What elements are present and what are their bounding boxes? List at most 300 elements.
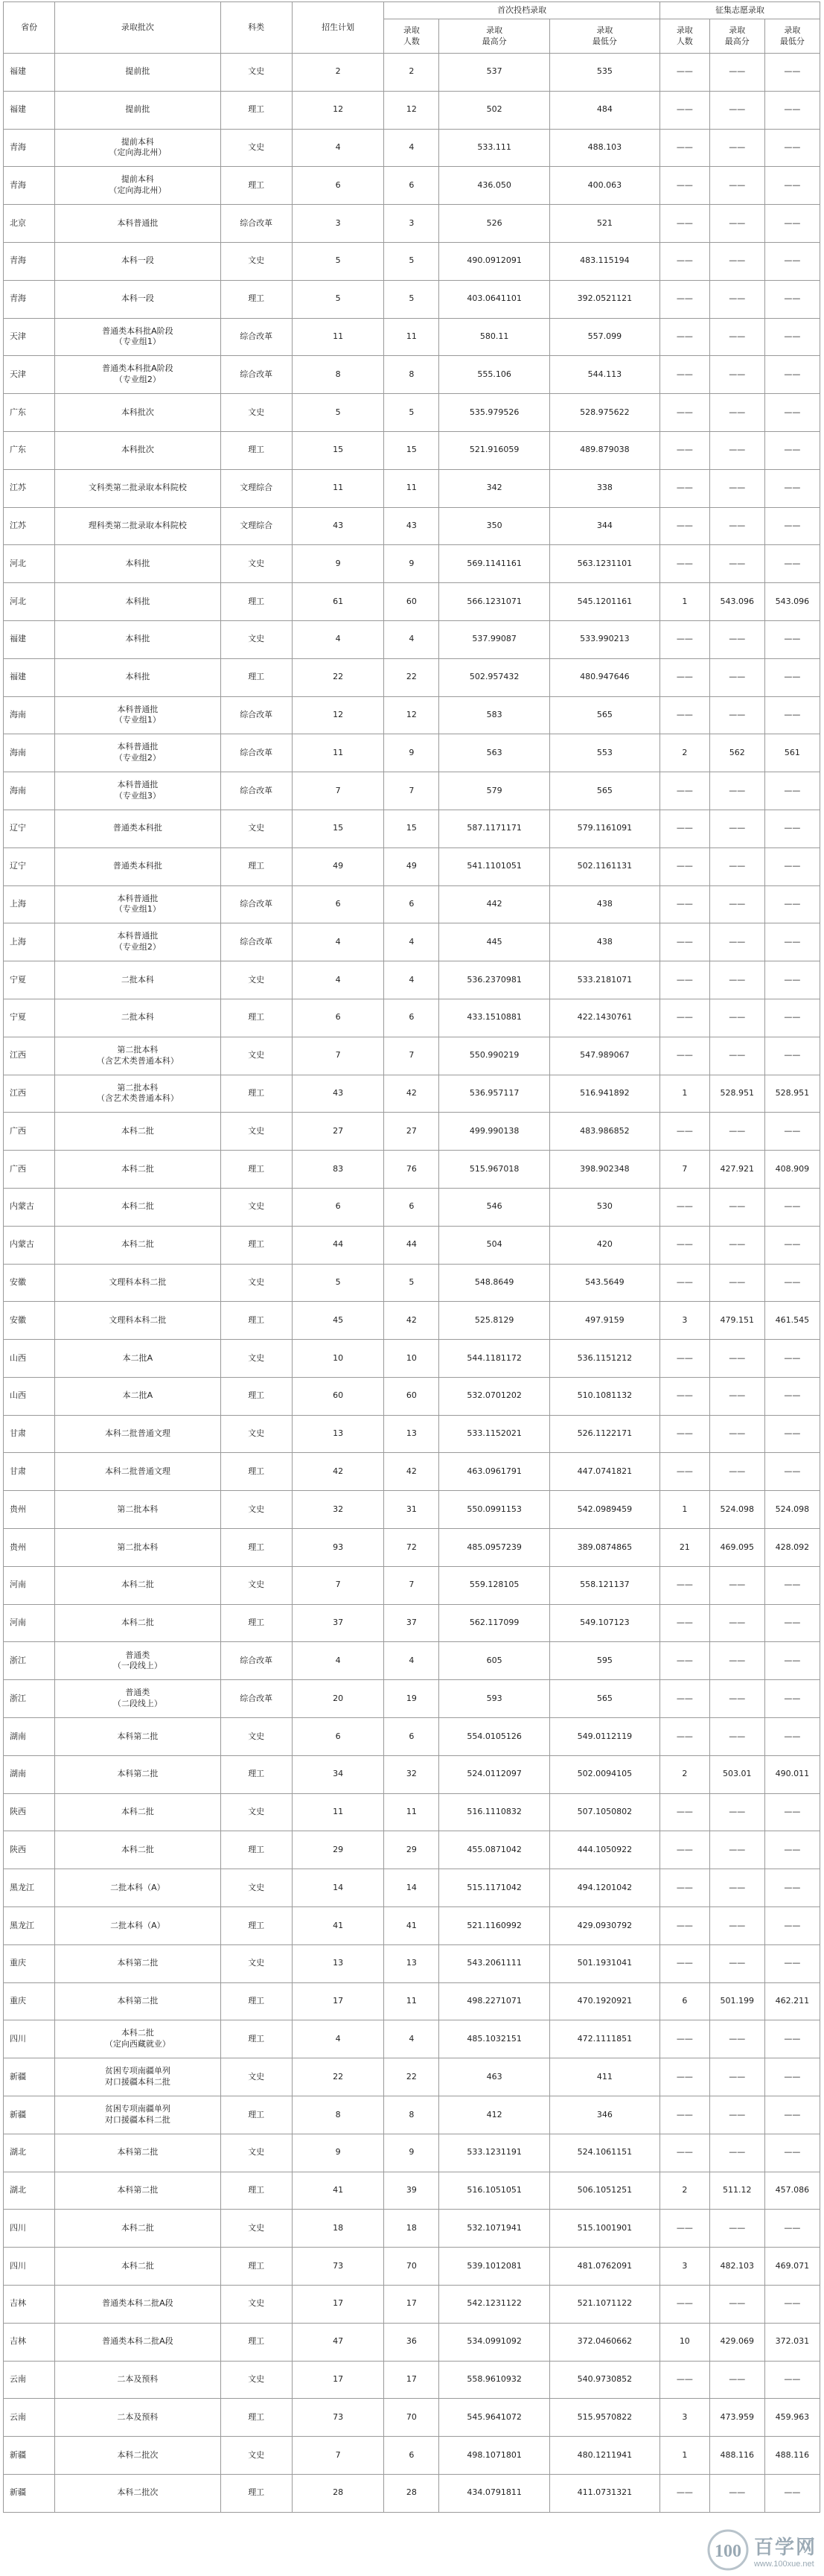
batch-cell xyxy=(55,1453,220,1491)
batch-line: 本科一段 xyxy=(121,293,154,304)
batch-line: 本科普通批 xyxy=(117,217,159,228)
max-score-cell: 539.1012081 xyxy=(439,2248,549,2286)
province-cell: 福建 xyxy=(4,620,55,658)
batch-cell xyxy=(55,205,220,243)
admit-count-cell: 29 xyxy=(384,1831,439,1869)
category-cell: 综合改革 xyxy=(220,1642,292,1680)
plan-cell: 5 xyxy=(292,394,384,432)
province-cell: 宁夏 xyxy=(4,961,55,999)
watermark xyxy=(706,2528,817,2572)
admit-count-cell: 4 xyxy=(384,620,439,658)
min-score-cell: 488.103 xyxy=(549,129,659,167)
supp-max-cell: 501.199 xyxy=(709,1982,764,2020)
min-score-cell: 547.989067 xyxy=(549,1037,659,1075)
admit-count-cell: 6 xyxy=(384,1188,439,1226)
province-cell: 福建 xyxy=(4,54,55,92)
min-score-cell: 400.063 xyxy=(549,167,659,205)
plan-cell: 8 xyxy=(292,356,384,394)
province-cell: 青海 xyxy=(4,129,55,167)
province-cell: 广东 xyxy=(4,394,55,432)
max-score-cell: 542.1231122 xyxy=(439,2286,549,2324)
category-cell: 文史 xyxy=(220,1188,292,1226)
category-cell: 文史 xyxy=(220,1566,292,1604)
batch-cell xyxy=(55,1113,220,1151)
batch-cell xyxy=(55,2096,220,2134)
table-row xyxy=(4,923,820,961)
batch-cell xyxy=(55,2134,220,2172)
batch-cell xyxy=(55,1415,220,1453)
table-row xyxy=(4,2437,820,2475)
supp-min-cell: 469.071 xyxy=(764,2248,820,2286)
supp-max-cell: —— xyxy=(709,2210,764,2248)
supp-min-cell: —— xyxy=(764,2475,820,2513)
supp-max-cell: 488.116 xyxy=(709,2437,764,2475)
batch-cell xyxy=(55,583,220,621)
table-row xyxy=(4,2475,820,2513)
min-score-cell: 470.1920921 xyxy=(549,1982,659,2020)
admit-count-cell: 70 xyxy=(384,2399,439,2437)
province-cell: 吉林 xyxy=(4,2286,55,2324)
min-score-cell: 545.1201161 xyxy=(549,583,659,621)
plan-cell: 7 xyxy=(292,772,384,810)
province-cell: 广西 xyxy=(4,1151,55,1189)
batch-line: 普通类本科批A阶段 xyxy=(102,325,173,336)
plan-cell: 27 xyxy=(292,1113,384,1151)
min-score-cell: 515.1001901 xyxy=(549,2210,659,2248)
admit-count-cell: 13 xyxy=(384,1415,439,1453)
supp-count-cell: —— xyxy=(659,2286,709,2324)
province-cell: 陕西 xyxy=(4,1793,55,1831)
batch-cell xyxy=(55,1529,220,1567)
plan-cell: 4 xyxy=(292,2020,384,2058)
province-cell: 河南 xyxy=(4,1604,55,1642)
supp-count-cell: —— xyxy=(659,2210,709,2248)
batch-cell xyxy=(55,318,220,356)
batch-line: （专业组2） xyxy=(114,942,161,953)
supp-min-cell: —— xyxy=(764,54,820,92)
table-row xyxy=(4,1680,820,1718)
batch-cell xyxy=(55,167,220,205)
table-row xyxy=(4,1377,820,1415)
plan-cell: 7 xyxy=(292,1566,384,1604)
batch-line: 普通类 xyxy=(125,1650,150,1660)
supp-max-cell: —— xyxy=(709,1869,764,1907)
admit-count-cell: 42 xyxy=(384,1453,439,1491)
table-row xyxy=(4,280,820,318)
plan-cell: 60 xyxy=(292,1377,384,1415)
plan-cell: 43 xyxy=(292,507,384,545)
supp-min-cell: —— xyxy=(764,394,820,432)
plan-cell: 4 xyxy=(292,1642,384,1680)
header-first-round: 首次投档录取 xyxy=(384,2,660,19)
table-row xyxy=(4,2058,820,2096)
max-score-cell: 485.1032151 xyxy=(439,2020,549,2058)
province-cell: 北京 xyxy=(4,205,55,243)
province-cell: 上海 xyxy=(4,885,55,923)
max-score-cell: 534.0991092 xyxy=(439,2323,549,2361)
max-score-cell: 525.8129 xyxy=(439,1302,549,1340)
plan-cell: 73 xyxy=(292,2248,384,2286)
supp-max-cell: —— xyxy=(709,2286,764,2324)
supp-min-cell: —— xyxy=(764,469,820,507)
batch-line: 二批本科（A） xyxy=(110,1882,165,1892)
batch-line: 二本及预科 xyxy=(117,2374,159,2385)
supp-min-cell: —— xyxy=(764,1453,820,1491)
supp-max-cell: —— xyxy=(709,54,764,92)
batch-line: 本科批次 xyxy=(121,407,154,417)
supp-min-cell: —— xyxy=(764,999,820,1037)
supp-count-cell: —— xyxy=(659,1793,709,1831)
header-supp-min: 录取 最低分 xyxy=(764,19,820,54)
max-score-cell: 550.0991153 xyxy=(439,1491,549,1529)
table-row xyxy=(4,1264,820,1302)
supp-max-cell: —— xyxy=(709,1831,764,1869)
province-cell: 海南 xyxy=(4,734,55,772)
batch-cell xyxy=(55,431,220,469)
plan-cell: 15 xyxy=(292,431,384,469)
table-row xyxy=(4,658,820,696)
batch-cell xyxy=(55,1755,220,1793)
province-cell: 浙江 xyxy=(4,1642,55,1680)
min-score-cell: 595 xyxy=(549,1642,659,1680)
admit-count-cell: 17 xyxy=(384,2361,439,2399)
province-cell: 甘肃 xyxy=(4,1415,55,1453)
min-score-cell: 346 xyxy=(549,2096,659,2134)
table-row xyxy=(4,318,820,356)
category-cell: 文史 xyxy=(220,2286,292,2324)
min-score-cell: 516.941892 xyxy=(549,1075,659,1113)
min-score-cell: 480.947646 xyxy=(549,658,659,696)
supp-count-cell: —— xyxy=(659,394,709,432)
supp-count-cell: —— xyxy=(659,1415,709,1453)
batch-line: 本科二批 xyxy=(121,1163,154,1174)
min-score-cell: 565 xyxy=(549,696,659,734)
supp-count-cell: —— xyxy=(659,923,709,961)
admit-count-cell: 15 xyxy=(384,810,439,847)
admit-count-cell: 13 xyxy=(384,1944,439,1982)
category-cell: 理工 xyxy=(220,1982,292,2020)
supp-max-cell: —— xyxy=(709,167,764,205)
batch-line: 普通类本科批 xyxy=(112,823,162,833)
supp-max-cell: 528.951 xyxy=(709,1075,764,1113)
batch-line: （含艺术类普通本科） xyxy=(96,1055,179,1066)
supp-count-cell: —— xyxy=(659,356,709,394)
batch-cell xyxy=(55,734,220,772)
table-row xyxy=(4,1755,820,1793)
batch-cell xyxy=(55,2210,220,2248)
admit-count-cell: 11 xyxy=(384,469,439,507)
supp-max-cell: —— xyxy=(709,1453,764,1491)
supp-count-cell: —— xyxy=(659,1226,709,1264)
supp-min-cell: —— xyxy=(764,431,820,469)
category-cell: 文史 xyxy=(220,394,292,432)
supp-count-cell: 2 xyxy=(659,734,709,772)
table-row xyxy=(4,1037,820,1075)
supp-count-cell: 3 xyxy=(659,1302,709,1340)
category-cell: 理工 xyxy=(220,658,292,696)
supp-count-cell: —— xyxy=(659,1831,709,1869)
supp-max-cell: 511.12 xyxy=(709,2172,764,2210)
admit-count-cell: 22 xyxy=(384,658,439,696)
supp-count-cell: —— xyxy=(659,242,709,280)
supp-count-cell: —— xyxy=(659,2058,709,2096)
supp-count-cell: —— xyxy=(659,658,709,696)
watermark-logo-text: 100 xyxy=(714,2542,741,2561)
max-score-cell: 537 xyxy=(439,54,549,92)
admit-count-cell: 5 xyxy=(384,394,439,432)
min-score-cell: 481.0762091 xyxy=(549,2248,659,2286)
plan-cell: 13 xyxy=(292,1944,384,1982)
max-score-cell: 593 xyxy=(439,1680,549,1718)
max-score-cell: 412 xyxy=(439,2096,549,2134)
batch-cell xyxy=(55,1869,220,1907)
category-cell: 综合改革 xyxy=(220,696,292,734)
batch-line: （含艺术类普通本科） xyxy=(96,1093,179,1104)
admit-count-cell: 42 xyxy=(384,1075,439,1113)
supp-min-cell: —— xyxy=(764,810,820,847)
supp-count-cell: —— xyxy=(659,1869,709,1907)
supp-count-cell: —— xyxy=(659,696,709,734)
table-row xyxy=(4,961,820,999)
province-cell: 山西 xyxy=(4,1340,55,1378)
supp-max-cell: —— xyxy=(709,620,764,658)
batch-line: 二批本科 xyxy=(121,974,154,985)
plan-cell: 11 xyxy=(292,469,384,507)
plan-cell: 41 xyxy=(292,1907,384,1945)
table-row xyxy=(4,129,820,167)
min-score-cell: 526.1122171 xyxy=(549,1415,659,1453)
province-cell: 黑龙江 xyxy=(4,1869,55,1907)
batch-cell xyxy=(55,885,220,923)
supp-count-cell: —— xyxy=(659,620,709,658)
max-score-cell: 533.111 xyxy=(439,129,549,167)
supp-count-cell: —— xyxy=(659,167,709,205)
batch-cell xyxy=(55,1680,220,1718)
supp-count-cell: 7 xyxy=(659,1151,709,1189)
supp-max-cell: —— xyxy=(709,1907,764,1945)
batch-line: 贫困专项南疆单列 xyxy=(104,2066,170,2076)
plan-cell: 6 xyxy=(292,167,384,205)
batch-cell xyxy=(55,2399,220,2437)
supp-min-cell: —— xyxy=(764,1907,820,1945)
plan-cell: 43 xyxy=(292,1075,384,1113)
batch-line: 本科二批 xyxy=(121,2260,154,2271)
province-cell: 内蒙古 xyxy=(4,1188,55,1226)
batch-cell xyxy=(55,772,220,810)
category-cell: 理工 xyxy=(220,847,292,885)
category-cell: 理工 xyxy=(220,1831,292,1869)
category-cell: 理工 xyxy=(220,280,292,318)
batch-cell xyxy=(55,1188,220,1226)
max-score-cell: 533.1152021 xyxy=(439,1415,549,1453)
province-cell: 河北 xyxy=(4,583,55,621)
min-score-cell: 557.099 xyxy=(549,318,659,356)
max-score-cell: 545.9641072 xyxy=(439,2399,549,2437)
batch-cell xyxy=(55,847,220,885)
supp-max-cell: —— xyxy=(709,394,764,432)
batch-cell xyxy=(55,1226,220,1264)
supp-max-cell: —— xyxy=(709,280,764,318)
admit-count-cell: 4 xyxy=(384,1642,439,1680)
supp-min-cell: —— xyxy=(764,2361,820,2399)
table-row xyxy=(4,810,820,847)
min-score-cell: 565 xyxy=(549,1680,659,1718)
plan-cell: 17 xyxy=(292,2361,384,2399)
table-row xyxy=(4,1302,820,1340)
province-cell: 天津 xyxy=(4,318,55,356)
max-score-cell: 543.2061111 xyxy=(439,1944,549,1982)
plan-cell: 28 xyxy=(292,2475,384,2513)
header-min: 录取 最低分 xyxy=(549,19,659,54)
supp-min-cell: 528.951 xyxy=(764,1075,820,1113)
batch-line: （二段线上） xyxy=(112,1699,162,1709)
admit-count-cell: 4 xyxy=(384,2020,439,2058)
admit-count-cell: 6 xyxy=(384,999,439,1037)
admit-count-cell: 17 xyxy=(384,2286,439,2324)
batch-cell xyxy=(55,54,220,92)
table-row xyxy=(4,734,820,772)
supp-count-cell: —— xyxy=(659,54,709,92)
supp-max-cell: —— xyxy=(709,961,764,999)
min-score-cell: 507.1050802 xyxy=(549,1793,659,1831)
admit-count-cell: 9 xyxy=(384,545,439,583)
supp-count-cell: —— xyxy=(659,847,709,885)
supp-min-cell: —— xyxy=(764,1415,820,1453)
max-score-cell: 498.2271071 xyxy=(439,1982,549,2020)
batch-line: 本科二批 xyxy=(121,1239,154,1250)
admit-count-cell: 7 xyxy=(384,1566,439,1604)
supp-min-cell: —— xyxy=(764,2020,820,2058)
max-score-cell: 463 xyxy=(439,2058,549,2096)
batch-cell xyxy=(55,2323,220,2361)
table-row xyxy=(4,205,820,243)
min-score-cell: 515.9570822 xyxy=(549,2399,659,2437)
supp-max-cell: —— xyxy=(709,1340,764,1378)
table-row xyxy=(4,772,820,810)
category-cell: 理工 xyxy=(220,1377,292,1415)
admit-count-cell: 18 xyxy=(384,2210,439,2248)
batch-line: 本科批次 xyxy=(121,445,154,455)
batch-line: （定向西藏就业） xyxy=(104,2039,170,2049)
supp-min-cell: —— xyxy=(764,356,820,394)
table-row xyxy=(4,1982,820,2020)
province-cell: 江西 xyxy=(4,1037,55,1075)
batch-cell xyxy=(55,2020,220,2058)
supp-count-cell: 2 xyxy=(659,1755,709,1793)
table-row xyxy=(4,1529,820,1567)
max-score-cell: 526 xyxy=(439,205,549,243)
max-score-cell: 580.11 xyxy=(439,318,549,356)
batch-line: 本科二批 xyxy=(121,1844,154,1854)
supp-count-cell: —— xyxy=(659,772,709,810)
supp-count-cell: 6 xyxy=(659,1982,709,2020)
batch-line: 本科二批次 xyxy=(117,2449,159,2460)
supp-count-cell: —— xyxy=(659,1680,709,1718)
batch-line: 本科二批 xyxy=(121,1580,154,1590)
supp-min-cell: 457.086 xyxy=(764,2172,820,2210)
category-cell: 理工 xyxy=(220,2248,292,2286)
min-score-cell: 389.0874865 xyxy=(549,1529,659,1567)
batch-cell xyxy=(55,923,220,961)
batch-line: 二批本科（A） xyxy=(110,1920,165,1930)
plan-cell: 44 xyxy=(292,1226,384,1264)
supp-min-cell: 490.011 xyxy=(764,1755,820,1793)
supp-count-cell: —— xyxy=(659,1718,709,1756)
plan-cell: 15 xyxy=(292,810,384,847)
admit-count-cell: 49 xyxy=(384,847,439,885)
supp-max-cell: —— xyxy=(709,2134,764,2172)
supp-max-cell: —— xyxy=(709,885,764,923)
province-cell: 河南 xyxy=(4,1566,55,1604)
batch-cell xyxy=(55,1037,220,1075)
province-cell: 山西 xyxy=(4,1377,55,1415)
supp-max-cell: 429.069 xyxy=(709,2323,764,2361)
batch-line: 本科普通批 xyxy=(117,704,159,714)
batch-line: （定向海北州） xyxy=(109,147,167,158)
category-cell: 文史 xyxy=(220,1718,292,1756)
admit-count-cell: 4 xyxy=(384,923,439,961)
supp-count-cell: —— xyxy=(659,431,709,469)
table-row xyxy=(4,1151,820,1189)
min-score-cell: 429.0930792 xyxy=(549,1907,659,1945)
admit-count-cell: 32 xyxy=(384,1755,439,1793)
max-score-cell: 515.1171042 xyxy=(439,1869,549,1907)
province-cell: 黑龙江 xyxy=(4,1907,55,1945)
max-score-cell: 434.0791811 xyxy=(439,2475,549,2513)
category-cell: 理工 xyxy=(220,2475,292,2513)
batch-line: 本科批 xyxy=(125,672,150,682)
supp-min-cell: 543.096 xyxy=(764,583,820,621)
supp-max-cell: —— xyxy=(709,242,764,280)
supp-count-cell: —— xyxy=(659,961,709,999)
supp-max-cell: —— xyxy=(709,658,764,696)
province-cell: 新疆 xyxy=(4,2096,55,2134)
table-row xyxy=(4,2210,820,2248)
max-score-cell: 536.957117 xyxy=(439,1075,549,1113)
batch-cell xyxy=(55,1151,220,1189)
table-row xyxy=(4,1793,820,1831)
table-row xyxy=(4,847,820,885)
batch-line: 本科普通批 xyxy=(117,893,159,903)
min-score-cell: 549.107123 xyxy=(549,1604,659,1642)
batch-cell xyxy=(55,2475,220,2513)
min-score-cell: 579.1161091 xyxy=(549,810,659,847)
province-cell: 新疆 xyxy=(4,2475,55,2513)
supp-max-cell: —— xyxy=(709,2020,764,2058)
max-score-cell: 583 xyxy=(439,696,549,734)
supp-min-cell: —— xyxy=(764,129,820,167)
admit-count-cell: 31 xyxy=(384,1491,439,1529)
min-score-cell: 502.1161131 xyxy=(549,847,659,885)
max-score-cell: 433.1510881 xyxy=(439,999,549,1037)
category-cell: 文史 xyxy=(220,545,292,583)
supp-max-cell: —— xyxy=(709,2475,764,2513)
batch-line: 本科一段 xyxy=(121,255,154,266)
max-score-cell: 548.8649 xyxy=(439,1264,549,1302)
category-cell: 文史 xyxy=(220,1113,292,1151)
admit-count-cell: 5 xyxy=(384,1264,439,1302)
plan-cell: 7 xyxy=(292,2437,384,2475)
province-cell: 广东 xyxy=(4,431,55,469)
admit-count-cell: 6 xyxy=(384,885,439,923)
min-score-cell: 483.986852 xyxy=(549,1113,659,1151)
admit-count-cell: 9 xyxy=(384,2134,439,2172)
supp-max-cell: 479.151 xyxy=(709,1302,764,1340)
plan-cell: 18 xyxy=(292,2210,384,2248)
max-score-cell: 521.916059 xyxy=(439,431,549,469)
batch-cell xyxy=(55,961,220,999)
supp-min-cell: 461.545 xyxy=(764,1302,820,1340)
